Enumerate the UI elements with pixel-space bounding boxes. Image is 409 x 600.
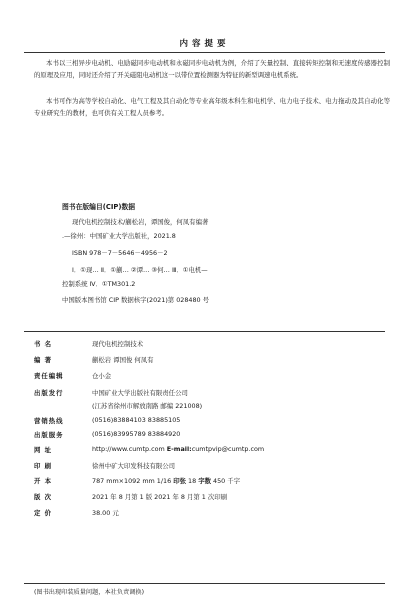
website-value [92,445,264,453]
publisher-value: 中国矿业大学出版社有限责任公司 [92,389,188,397]
cip-isbn: ISBN 978－7－5646－4956－2 [72,249,168,257]
edition-value: 2021 年 8 月第 1 版 2021 年 8 月第 1 次印刷 [92,493,228,501]
printer-value: 徐州中矿大印发科技有限公司 [92,462,176,470]
label: 开 本 [34,477,53,485]
words-label: 字数 [198,477,211,485]
sheets-value: 18 [185,477,199,485]
footnote: (图书出现印装质量问题，本社负责调换) [34,589,145,596]
marketing-value: (0516)83884103 83885105 [92,416,181,424]
sheets-label: 印张 [173,477,186,485]
label: 定 价 [34,509,53,517]
email-link[interactable]: cumtpvip@cumtp.com [191,445,265,453]
label: 出版服务 [34,431,64,439]
editor-value: 仓小金 [92,372,112,380]
book-title-value: 现代电机控制技术 [92,340,144,348]
format-value [92,476,240,485]
cip-record-number: 中国版本图书馆 CIP 数据核字(2021)第 028480 号 [62,296,210,304]
label: 书 名 [34,340,53,348]
colophon-bottom-rule [24,583,385,584]
price-value: 38.00 元 [92,509,119,517]
summary-title: 内容提要 [179,39,230,49]
website-link[interactable]: http://www.cumtp.com [92,445,167,453]
summary-paragraph-2: 本书可作为高等学校自动化、电气工程及其自动化等专业高年级本科生和电机学、电力电子技术、电力拖动及其自动化等专业研究生的教材，也可供有关工程人员参考。 [34,97,390,117]
label: 网 址 [34,446,53,454]
service-value: (0516)83995789 83884920 [92,430,181,438]
label: 版 次 [34,493,53,501]
colophon-top-rule [24,331,385,332]
label: 出版发行 [34,389,64,397]
label: 责任编辑 [34,372,64,380]
label: 营销热线 [34,417,64,425]
cip-line-2: .—徐州：中国矿业大学出版社，2021.8 [62,232,176,240]
cip-line-1: 现代电机控制技术/蒯松岩，谭国俊，何凤有编著 [72,218,209,226]
cip-line-4: Ⅰ．①现… Ⅱ．①蒯… ②谭… ③何… Ⅲ．①电机— [72,266,208,274]
summary-paragraph-1: 本书以三相异步电动机、电励磁同步电动机和永磁同步电动机为例，介绍了矢量控制、直接转矩控制和无速度传感器控制的原理及应用，同时还介绍了开关磁阻电动机这一以带位置检测器为特征的新型调速电机系统。 [34,59,390,79]
email-label: E-mail: [166,445,192,453]
label: 编 著 [34,356,53,364]
label: 印 刷 [34,462,53,470]
address-value: (江苏省徐州市解放南路 邮编 221008) [92,402,203,410]
format-size: 787 mm×1092 mm 1/16 [92,477,174,485]
summary-divider [24,52,385,53]
cip-title: 图书在版编目(CIP)数据 [62,203,136,211]
author-value: 蒯松岩 谭国俊 何凤有 [92,356,154,364]
cip-line-5: 控制系统 Ⅳ．①TM301.2 [62,280,136,288]
words-value: 450 千字 [210,477,241,485]
